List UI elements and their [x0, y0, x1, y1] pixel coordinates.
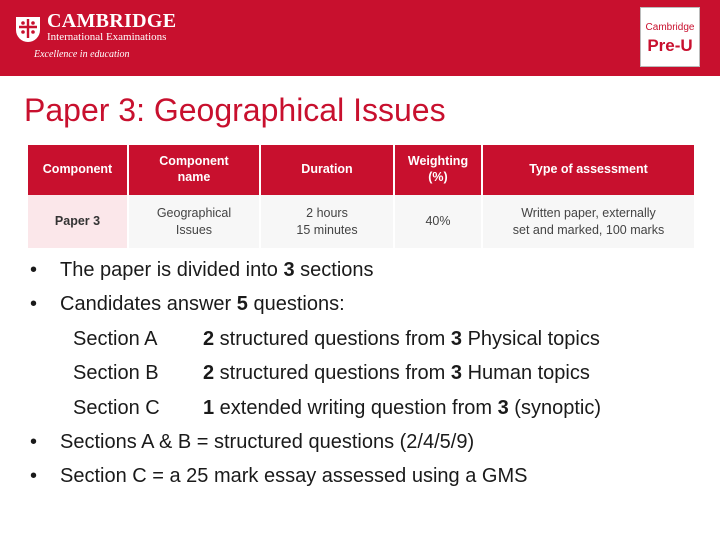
header-banner	[0, 0, 720, 76]
table-header-row	[28, 145, 694, 194]
section-name: Section A	[73, 328, 158, 350]
bullet-icon: •	[30, 259, 38, 281]
pre-u-logo	[640, 7, 700, 67]
bullet-icon: •	[30, 431, 38, 453]
brand-name: CAMBRIDGE	[47, 10, 177, 32]
crest-icon	[16, 12, 40, 42]
page-title: Paper 3: Geographical Issues	[24, 92, 446, 128]
header-duration: Duration	[260, 145, 394, 194]
section-name: Section B	[73, 362, 159, 384]
cell-component: Paper 3	[28, 194, 128, 248]
cell-type-of-assessment: Written paper, externally set and marked, 100 marks	[482, 194, 694, 248]
header-component-name: Component name	[128, 145, 260, 194]
bullet-icon: •	[30, 293, 38, 315]
header-component: Component	[28, 145, 128, 194]
header-type-of-assessment: Type of assessment	[482, 145, 694, 194]
assessment-table	[28, 145, 694, 248]
cell-component-name: Geographical Issues	[128, 194, 260, 248]
table-row	[28, 194, 694, 248]
bullet-icon: •	[30, 465, 38, 487]
pre-u-logo-small-text: Cambridge	[645, 22, 695, 33]
section-name: Section C	[73, 397, 160, 419]
pre-u-logo-big-text: Pre-U	[647, 36, 693, 55]
header-weighting: Weighting (%)	[394, 145, 482, 194]
cell-duration: 2 hours 15 minutes	[260, 194, 394, 248]
brand-subtitle: International Examinations	[47, 31, 167, 43]
cell-weighting: 40%	[394, 194, 482, 248]
brand-tagline: Excellence in education	[34, 49, 130, 60]
